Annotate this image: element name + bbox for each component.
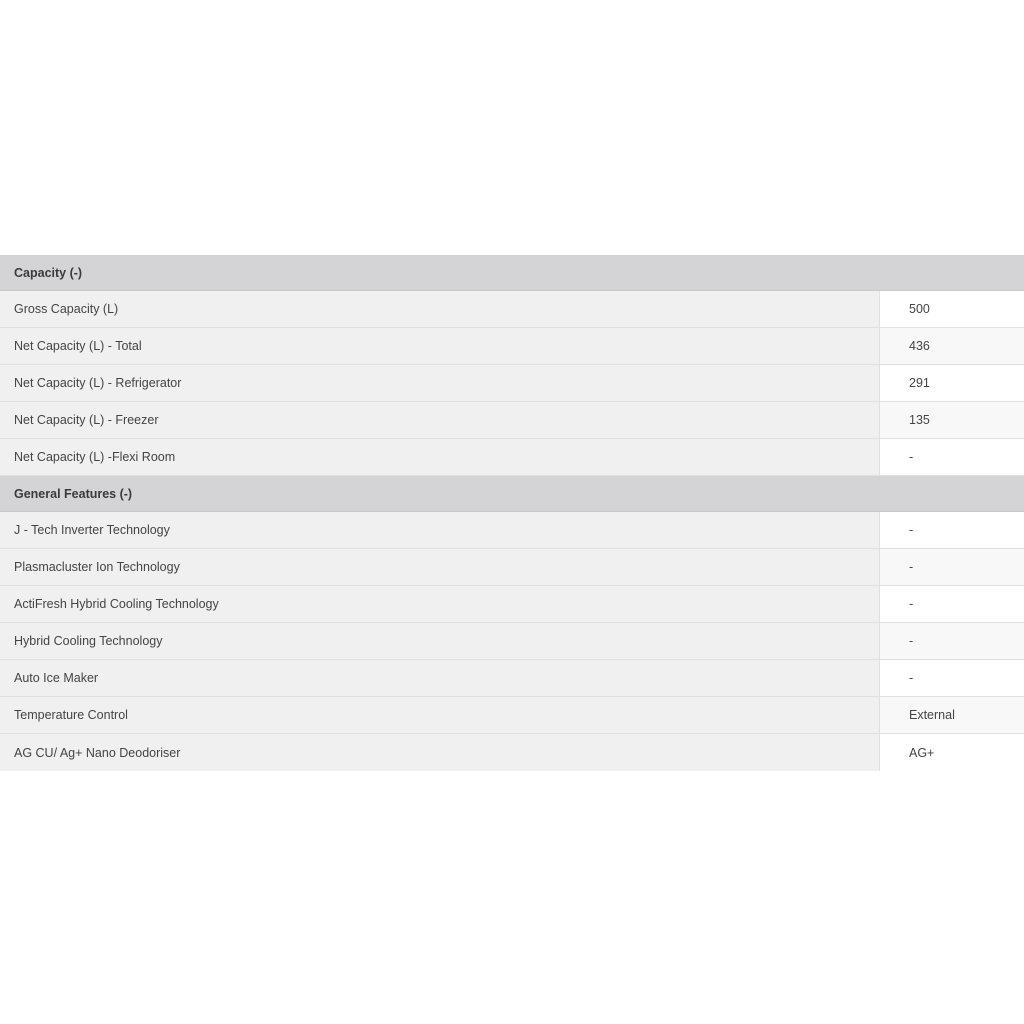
spec-value: 291 xyxy=(880,365,1024,401)
spec-label: ActiFresh Hybrid Cooling Technology xyxy=(0,586,880,622)
spec-value: AG+ xyxy=(880,734,1024,771)
spec-label: Net Capacity (L) - Total xyxy=(0,328,880,364)
table-row xyxy=(0,328,1024,365)
spec-value: External xyxy=(880,697,1024,733)
table-row xyxy=(0,549,1024,586)
spec-label: Plasmacluster Ion Technology xyxy=(0,549,880,585)
spec-label: Auto Ice Maker xyxy=(0,660,880,696)
spec-label: AG CU/ Ag+ Nano Deodoriser xyxy=(0,734,880,771)
table-row xyxy=(0,439,1024,476)
section-header-capacity[interactable] xyxy=(0,255,1024,291)
spec-value: - xyxy=(880,439,1024,475)
spec-value: 135 xyxy=(880,402,1024,438)
spec-value: 500 xyxy=(880,291,1024,327)
spec-label: Net Capacity (L) - Refrigerator xyxy=(0,365,880,401)
table-row xyxy=(0,586,1024,623)
spec-label: Temperature Control xyxy=(0,697,880,733)
table-row xyxy=(0,402,1024,439)
section-title: General Features (-) xyxy=(14,486,133,501)
spec-value: - xyxy=(880,660,1024,696)
table-row xyxy=(0,734,1024,771)
spec-value: - xyxy=(880,512,1024,548)
table-row xyxy=(0,623,1024,660)
spec-label: Hybrid Cooling Technology xyxy=(0,623,880,659)
spec-label: J - Tech Inverter Technology xyxy=(0,512,880,548)
spec-value: - xyxy=(880,623,1024,659)
spec-label: Net Capacity (L) - Freezer xyxy=(0,402,880,438)
table-row xyxy=(0,512,1024,549)
spec-table xyxy=(0,255,1024,771)
section-header-general-features[interactable] xyxy=(0,476,1024,512)
spec-label: Net Capacity (L) -Flexi Room xyxy=(0,439,880,475)
table-row xyxy=(0,660,1024,697)
table-row xyxy=(0,697,1024,734)
section-title: Capacity (-) xyxy=(14,265,83,280)
spec-value: - xyxy=(880,586,1024,622)
table-row xyxy=(0,291,1024,328)
spec-label: Gross Capacity (L) xyxy=(0,291,880,327)
spec-value: - xyxy=(880,549,1024,585)
spec-value: 436 xyxy=(880,328,1024,364)
table-row xyxy=(0,365,1024,402)
